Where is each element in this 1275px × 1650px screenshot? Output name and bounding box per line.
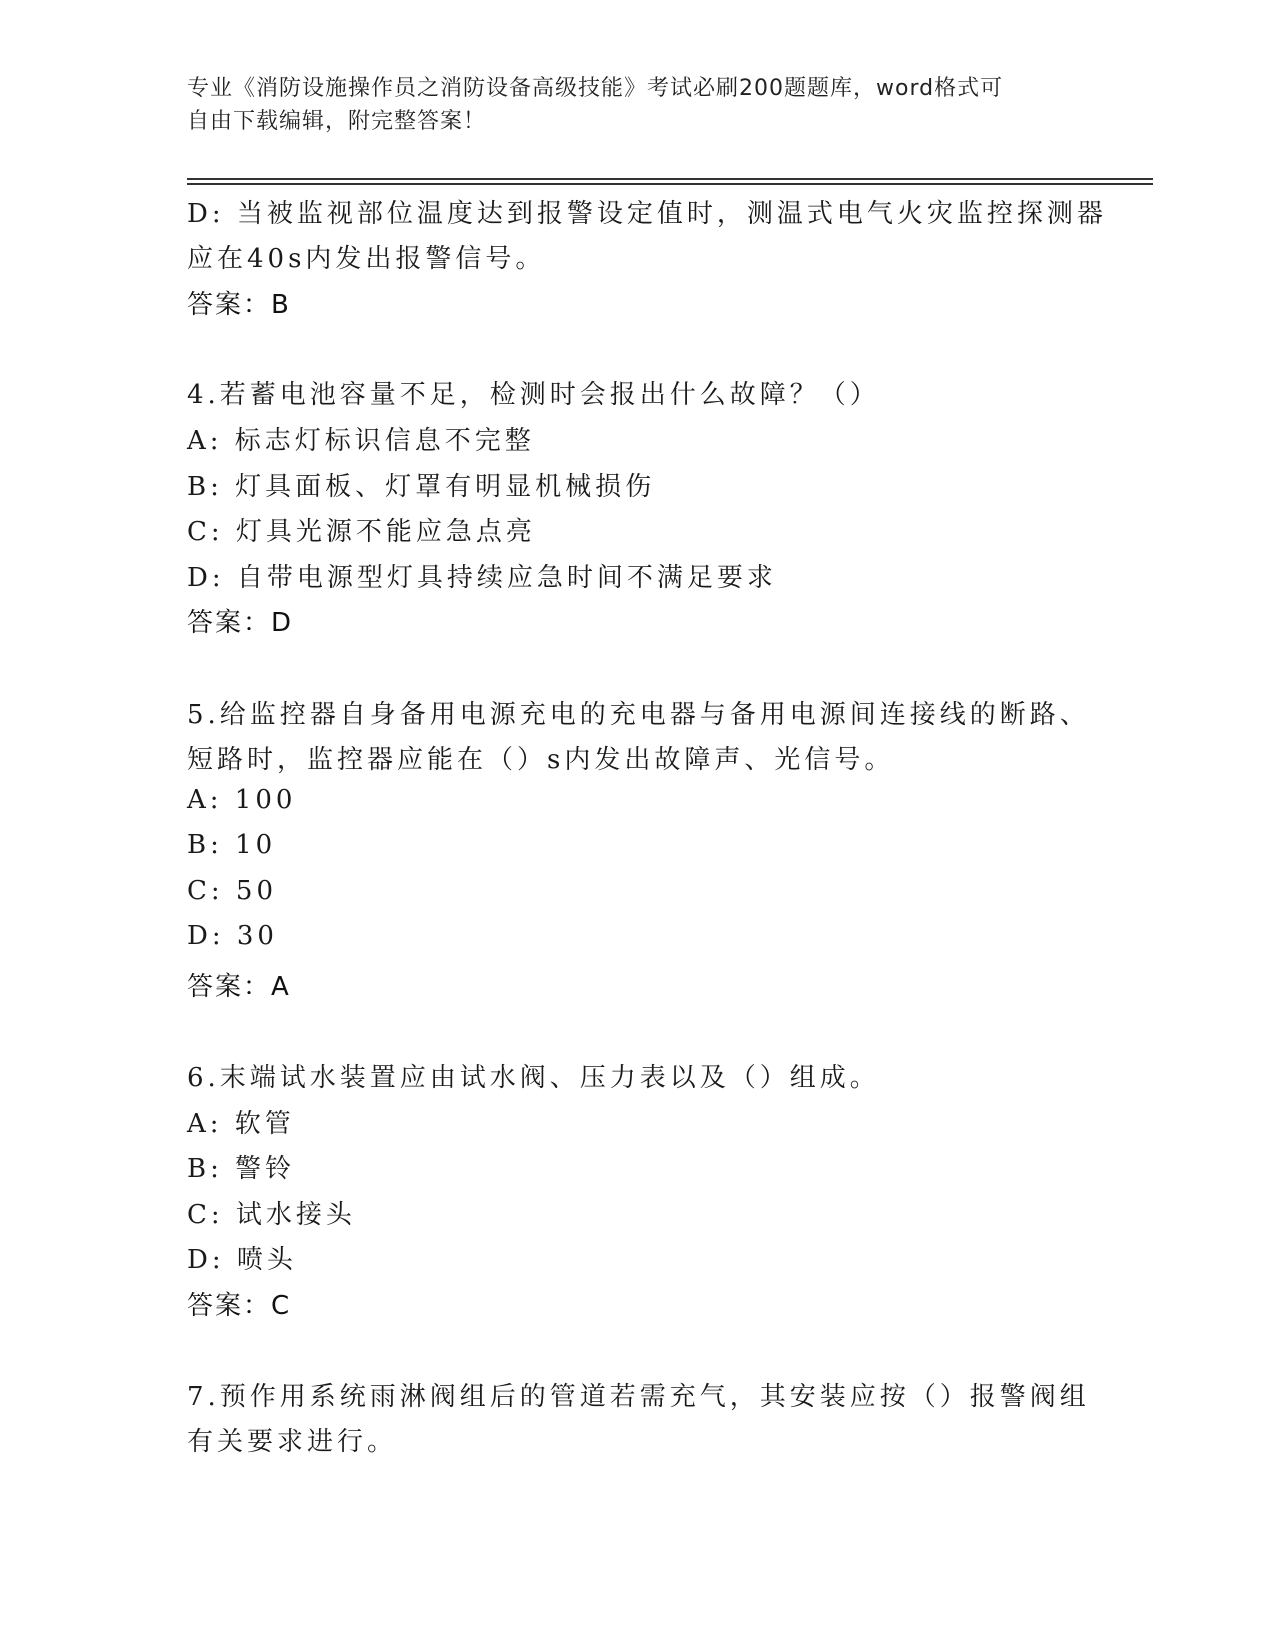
q6-option-b: B: 警铃 xyxy=(187,1154,296,1184)
q6-answer: 答案：C xyxy=(187,1291,292,1321)
q4-stem: 4.若蓄电池容量不足，检测时会报出什么故障？（） xyxy=(187,380,880,410)
q6-option-c: C: 试水接头 xyxy=(187,1200,356,1230)
header-divider-top xyxy=(187,178,1153,180)
q4-option-c: C: 灯具光源不能应急点亮 xyxy=(187,517,536,547)
q5-stem-line-2: 短路时，监控器应能在（）s内发出故障声、光信号。 xyxy=(187,745,895,775)
q6-stem: 6.末端试水装置应由试水阀、压力表以及（）组成。 xyxy=(187,1063,880,1093)
q5-option-a: A: 100 xyxy=(187,785,297,815)
q4-option-a: A: 标志灯标识信息不完整 xyxy=(187,426,535,456)
q4-option-d: D: 自带电源型灯具持续应急时间不满足要求 xyxy=(187,563,777,593)
q7-stem-line-1: 7.预作用系统雨淋阀组后的管道若需充气，其安装应按（）报警阀组 xyxy=(187,1382,1090,1412)
q5-option-c: C: 50 xyxy=(187,876,278,906)
header-divider-bottom xyxy=(187,183,1153,185)
q5-option-b: B: 10 xyxy=(187,830,277,860)
header-line-1: 专业《消防设施操作员之消防设备高级技能》考试必刷200题题库，word格式可 xyxy=(187,76,1004,101)
q5-option-d: D: 30 xyxy=(187,921,278,951)
q5-answer: 答案：A xyxy=(187,972,291,1002)
q3-option-d-line-2: 应在40s内发出报警信号。 xyxy=(187,244,546,274)
q4-option-b: B: 灯具面板、灯罩有明显机械损伤 xyxy=(187,472,656,502)
header-line-2: 自由下载编辑，附完整答案！ xyxy=(187,109,487,134)
q3-answer: 答案：B xyxy=(187,290,291,320)
q5-stem-line-1: 5.给监控器自身备用电源充电的充电器与备用电源间连接线的断路、 xyxy=(187,700,1090,730)
q4-answer: 答案：D xyxy=(187,608,294,638)
q7-stem-line-2: 有关要求进行。 xyxy=(187,1427,398,1457)
q3-option-d-line-1: D: 当被监视部位温度达到报警设定值时，测温式电气火灾监控探测器 xyxy=(187,199,1107,229)
q6-option-d: D: 喷头 xyxy=(187,1245,297,1275)
q6-option-a: A: 软管 xyxy=(187,1109,295,1139)
document-header xyxy=(187,72,1087,138)
